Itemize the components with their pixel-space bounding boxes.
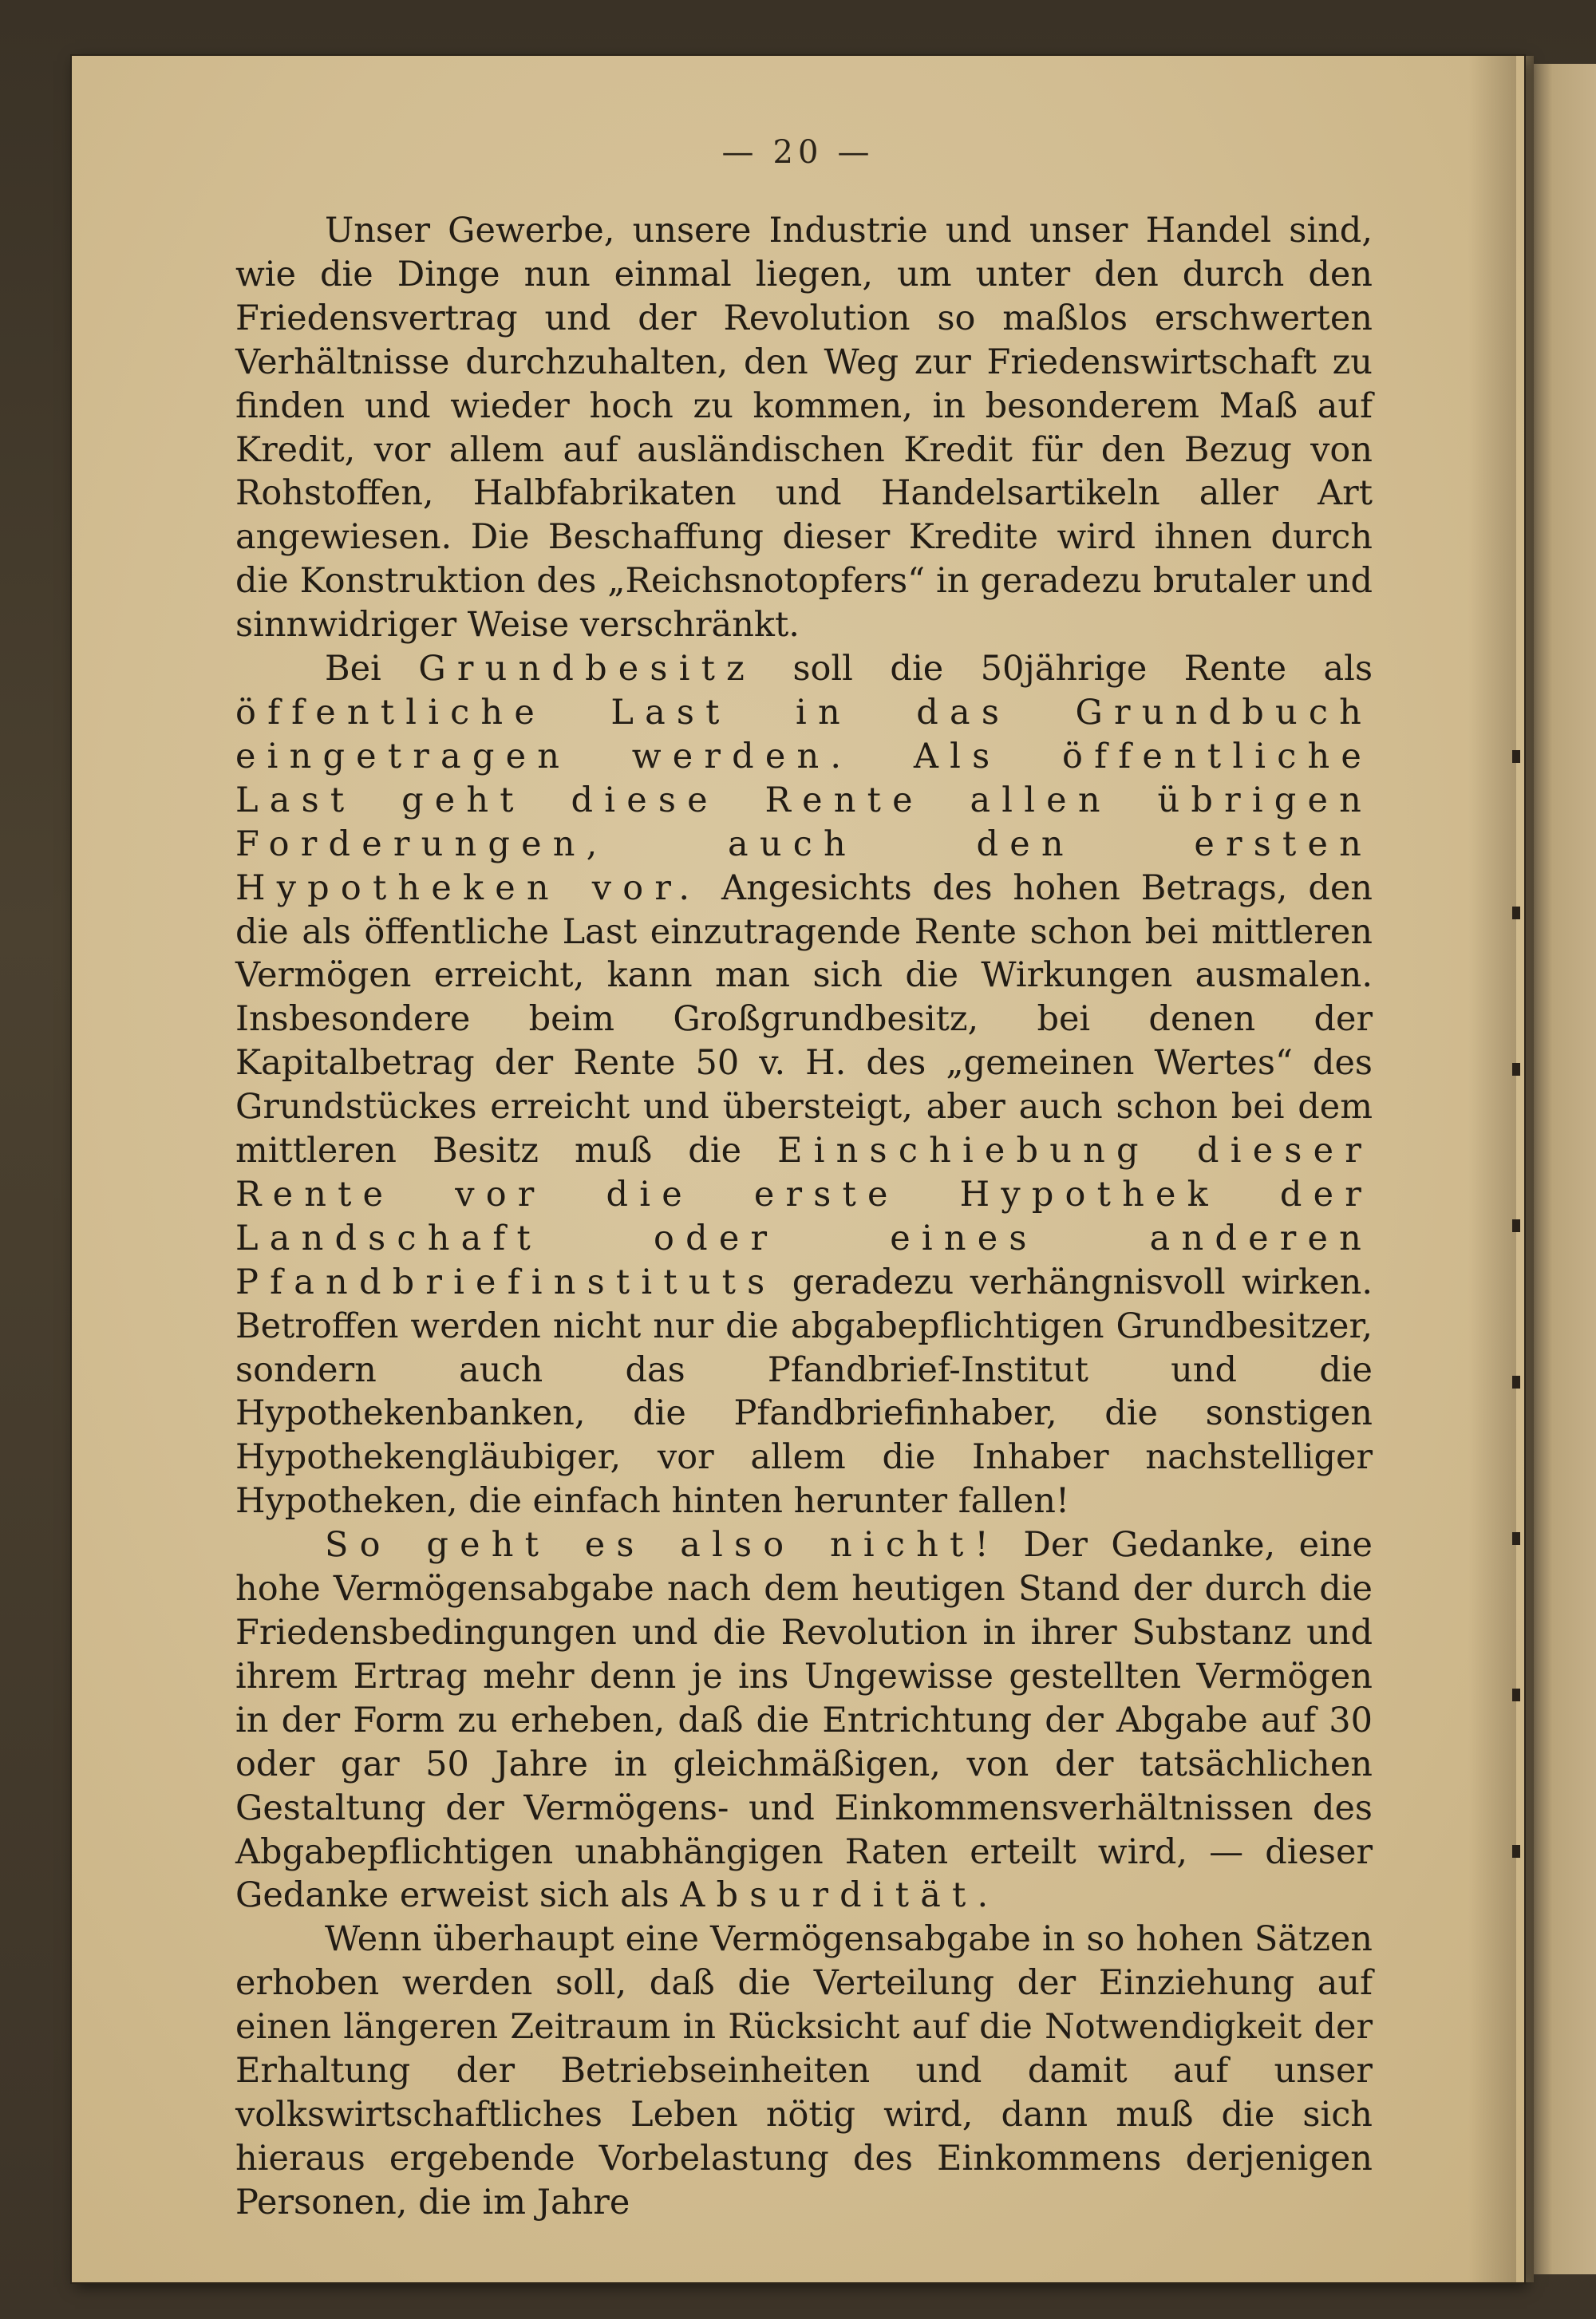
text-run: Unser Gewerbe, unsere Industrie und unser Handel sind, wie die Dinge nun einmal liegen, um unter den durch den Friedensvertrag und der Revolution so maßlos erschwerten Verhältnisse durchzuhalten, den Weg zur Friedenswirtschaft zu finden und wieder hoch zu kommen, in besonderem Maß auf Kredit, vor allem auf ausländischen Kredit für den Bezug von Rohstoffen, Halbfabrikaten und Handelsartikeln aller Art angewiesen. Die Beschaffung dieser Kredite wird ihnen durch die Konstruktion des „Reichsnotopfers“ in geradezu brutaler und sinnwidriger Weise verschränkt. [235,211,1373,646]
emphasized-text-run: So geht es also nicht! [325,1525,1000,1566]
text-run: Bei [325,649,419,689]
paragraph [235,209,1373,647]
text-run: Angesichts des hohen Betrags, den die als öffentliche Last einzutragende Rente schon bei mittleren Vermögen erreicht, kann man sich die Wirkungen ausmalen. Insbesondere beim Großgrundbesitz, bei denen der Kapitalbetrag der Rente 50 v. H. des „gemeinen Wertes“ des Grundstückes erreicht und übersteigt, aber auch schon bei dem mittleren Besitz muß die [235,867,1373,1171]
emphasized-text-run: öffentliche Last in das Grundbuch eingetragen werden. Als öffentliche Last geht diese Rente allen übrigen Forderungen, auch den ersten Hypotheken vor. [235,692,1373,908]
next-page-edge [1534,64,1596,2274]
page-edge-marks [1512,606,1520,1963]
body-text [235,209,1373,2225]
page-number [0,134,1596,171]
paragraph [235,647,1373,1523]
page-number-value: 20 [772,134,824,171]
page-fold-shadow [1468,56,1516,2282]
emphasized-text-run: Einschiebung dieser Rente vor die erste Hypothek der Landschaft oder eines anderen Pfandbriefinstituts [235,1131,1373,1302]
text-run: geradezu verhängnisvoll wirken. Betroffen werden nicht nur die abgabepflichtigen Grundbesitzer, sondern auch das Pfandbrief-Institut und die Hypothekenbanken, die Pfandbriefinhaber, die sonstigen Hypothekengläubiger, vor allem die Inhaber nachstelliger Hypotheken, die einfach hinten herunter fallen! [235,1262,1373,1522]
text-run: Wenn überhaupt eine Vermögensabgabe in so hohen Sätzen erhoben werden soll, daß die Verteilung der Einziehung auf einen längeren Zeitraum in Rücksicht auf die Notwendigkeit der Erhaltung der Betriebseinheiten und damit auf unser volkswirtschaftliches Leben nötig wird, dann muß die sich hieraus ergebende Vorbelastung des Einkommens derjenigen Personen, die im Jahre [235,1919,1373,2222]
page-number-suffix: — [837,134,875,171]
emphasized-text-run: Absurdität. [680,1875,1000,1916]
paragraph [235,1523,1373,1918]
emphasized-text-run: Grundbesitz [418,649,756,689]
page-number-prefix: — [721,134,759,171]
paragraph [235,1918,1373,2224]
text-run: Der Gedanke, eine hohe Vermögensabgabe nach dem heutigen Stand der durch die Friedensbedingungen und die Revolution in ihrer Substanz und ihrem Ertrag mehr denn je ins Ungewisse gestellten Vermögen in der Form zu erheben, daß die Entrichtung der Abgabe auf 30 oder gar 50 Jahre in gleichmäßigen, von der tatsächlichen Gestaltung der Vermögens- und Einkommensverhältnissen des Abgabepflichtigen unabhängigen Raten erteilt wird, — dieser Gedanke erweist sich als [235,1525,1373,1916]
text-run: soll die 50jährige Rente als [755,649,1373,689]
